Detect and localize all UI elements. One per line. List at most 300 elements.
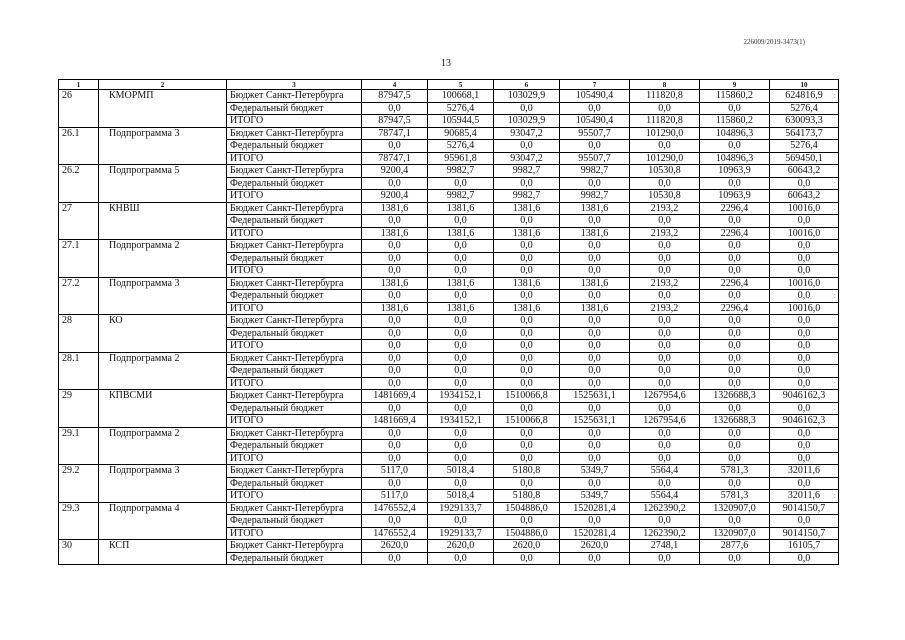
funding-source: Бюджет Санкт-Петербурга (227, 90, 362, 103)
amount-cell: 1504886,0 (494, 502, 560, 515)
funding-source: Федеральный бюджет (227, 477, 362, 490)
row-number: 26 (59, 90, 99, 128)
funding-source: Федеральный бюджет (227, 440, 362, 453)
amount-cell: 0,0 (770, 477, 839, 490)
amount-cell: 9982,7 (494, 165, 560, 178)
amount-cell: 0,0 (560, 402, 630, 415)
amount-cell: 0,0 (770, 402, 839, 415)
amount-cell: 0,0 (428, 315, 494, 328)
amount-cell: 0,0 (560, 102, 630, 115)
amount-cell: 0,0 (362, 515, 428, 528)
amount-cell: 78747,1 (362, 152, 428, 165)
amount-cell: 0,0 (630, 177, 700, 190)
amount-cell: 0,0 (560, 365, 630, 378)
amount-cell: 2296,4 (700, 277, 770, 290)
amount-cell: 1381,6 (362, 302, 428, 315)
amount-cell: 0,0 (630, 315, 700, 328)
amount-cell: 95507,7 (560, 127, 630, 140)
funding-source: Федеральный бюджет (227, 102, 362, 115)
amount-cell: 0,0 (362, 552, 428, 565)
amount-cell: 100668,1 (428, 90, 494, 103)
amount-cell: 0,0 (770, 440, 839, 453)
amount-cell: 0,0 (494, 427, 560, 440)
amount-cell: 103029,9 (494, 90, 560, 103)
column-header: 6 (494, 80, 560, 90)
amount-cell: 0,0 (700, 265, 770, 278)
amount-cell: 0,0 (560, 252, 630, 265)
column-header: 7 (560, 80, 630, 90)
funding-source: Бюджет Санкт-Петербурга (227, 465, 362, 478)
amount-cell: 0,0 (362, 177, 428, 190)
amount-cell: 1525631,1 (560, 390, 630, 403)
amount-cell: 1381,6 (560, 277, 630, 290)
amount-cell: 0,0 (494, 402, 560, 415)
amount-cell: 0,0 (428, 290, 494, 303)
amount-cell: 0,0 (700, 252, 770, 265)
amount-cell: 111820,8 (630, 90, 700, 103)
row-number: 29 (59, 390, 99, 428)
amount-cell: 0,0 (494, 552, 560, 565)
amount-cell: 0,0 (494, 315, 560, 328)
column-header: 4 (362, 80, 428, 90)
amount-cell: 5564,4 (630, 465, 700, 478)
amount-cell: 0,0 (630, 240, 700, 253)
amount-cell: 0,0 (362, 440, 428, 453)
amount-cell: 0,0 (428, 352, 494, 365)
row-number: 28.1 (59, 352, 99, 390)
table-row (59, 277, 839, 290)
amount-cell: 1381,6 (560, 302, 630, 315)
amount-cell: 0,0 (560, 352, 630, 365)
funding-source: ИТОГО (227, 115, 362, 128)
amount-cell: 2193,2 (630, 227, 700, 240)
amount-cell: 0,0 (700, 365, 770, 378)
program-name: КМОРМП (99, 90, 227, 128)
amount-cell: 10016,0 (770, 202, 839, 215)
table-row (59, 127, 839, 140)
table-header-row (59, 80, 839, 90)
funding-source: Бюджет Санкт-Петербурга (227, 502, 362, 515)
amount-cell: 0,0 (770, 215, 839, 228)
amount-cell: 5117,0 (362, 490, 428, 503)
funding-source: Федеральный бюджет (227, 140, 362, 153)
amount-cell: 0,0 (428, 215, 494, 228)
amount-cell: 0,0 (630, 377, 700, 390)
row-number: 26.2 (59, 165, 99, 203)
amount-cell: 0,0 (630, 102, 700, 115)
amount-cell: 0,0 (560, 427, 630, 440)
amount-cell: 0,0 (494, 290, 560, 303)
amount-cell: 2193,2 (630, 202, 700, 215)
amount-cell: 0,0 (428, 552, 494, 565)
amount-cell: 93047,2 (494, 127, 560, 140)
amount-cell: 115860,2 (700, 90, 770, 103)
table-row (59, 352, 839, 365)
amount-cell: 0,0 (362, 265, 428, 278)
funding-source: Федеральный бюджет (227, 365, 362, 378)
amount-cell: 1262390,2 (630, 527, 700, 540)
amount-cell: 0,0 (362, 452, 428, 465)
amount-cell: 0,0 (362, 252, 428, 265)
amount-cell: 5349,7 (560, 490, 630, 503)
amount-cell: 0,0 (560, 290, 630, 303)
amount-cell: 0,0 (770, 365, 839, 378)
funding-source: Бюджет Санкт-Петербурга (227, 202, 362, 215)
amount-cell: 0,0 (770, 427, 839, 440)
amount-cell: 0,0 (630, 265, 700, 278)
row-number: 27 (59, 202, 99, 240)
amount-cell: 0,0 (428, 252, 494, 265)
amount-cell: 0,0 (428, 427, 494, 440)
amount-cell: 0,0 (700, 552, 770, 565)
amount-cell: 0,0 (630, 327, 700, 340)
funding-source: ИТОГО (227, 227, 362, 240)
funding-source: ИТОГО (227, 190, 362, 203)
amount-cell: 60643,2 (770, 190, 839, 203)
amount-cell: 0,0 (700, 440, 770, 453)
budget-table (58, 79, 839, 565)
amount-cell: 0,0 (770, 315, 839, 328)
amount-cell: 5276,4 (428, 140, 494, 153)
amount-cell: 564173,7 (770, 127, 839, 140)
amount-cell: 0,0 (494, 215, 560, 228)
amount-cell: 95961,8 (428, 152, 494, 165)
amount-cell: 1381,6 (494, 202, 560, 215)
amount-cell: 0,0 (494, 327, 560, 340)
amount-cell: 1476552,4 (362, 527, 428, 540)
amount-cell: 0,0 (560, 240, 630, 253)
amount-cell: 0,0 (362, 215, 428, 228)
amount-cell: 10530,8 (630, 165, 700, 178)
table-row (59, 315, 839, 328)
amount-cell: 1504886,0 (494, 527, 560, 540)
amount-cell: 5180,8 (494, 465, 560, 478)
amount-cell: 93047,2 (494, 152, 560, 165)
amount-cell: 5018,4 (428, 490, 494, 503)
table-row (59, 540, 839, 553)
amount-cell: 1381,6 (362, 277, 428, 290)
column-header: 10 (770, 80, 839, 90)
amount-cell: 111820,8 (630, 115, 700, 128)
amount-cell: 0,0 (494, 352, 560, 365)
amount-cell: 0,0 (630, 365, 700, 378)
amount-cell: 1476552,4 (362, 502, 428, 515)
amount-cell: 0,0 (494, 477, 560, 490)
amount-cell: 0,0 (630, 252, 700, 265)
amount-cell: 0,0 (428, 452, 494, 465)
amount-cell: 0,0 (700, 427, 770, 440)
amount-cell: 5349,7 (560, 465, 630, 478)
amount-cell: 0,0 (362, 240, 428, 253)
funding-source: Бюджет Санкт-Петербурга (227, 127, 362, 140)
amount-cell: 2620,0 (560, 540, 630, 553)
amount-cell: 9200,4 (362, 165, 428, 178)
row-number: 27.1 (59, 240, 99, 278)
amount-cell: 0,0 (560, 315, 630, 328)
amount-cell: 0,0 (700, 352, 770, 365)
table-row (59, 390, 839, 403)
amount-cell: 0,0 (560, 265, 630, 278)
amount-cell: 5117,0 (362, 465, 428, 478)
amount-cell: 0,0 (362, 315, 428, 328)
funding-source: Бюджет Санкт-Петербурга (227, 352, 362, 365)
amount-cell: 0,0 (560, 340, 630, 353)
amount-cell: 0,0 (494, 265, 560, 278)
amount-cell: 1520281,4 (560, 527, 630, 540)
amount-cell: 0,0 (700, 327, 770, 340)
amount-cell: 0,0 (494, 515, 560, 528)
row-number: 28 (59, 315, 99, 353)
amount-cell: 0,0 (770, 290, 839, 303)
amount-cell: 2296,4 (700, 302, 770, 315)
amount-cell: 0,0 (428, 265, 494, 278)
amount-cell: 5276,4 (428, 102, 494, 115)
amount-cell: 9982,7 (560, 190, 630, 203)
funding-source: ИТОГО (227, 377, 362, 390)
amount-cell: 104896,3 (700, 152, 770, 165)
amount-cell: 10530,8 (630, 190, 700, 203)
funding-source: ИТОГО (227, 527, 362, 540)
amount-cell: 0,0 (630, 452, 700, 465)
amount-cell: 1320907,0 (700, 527, 770, 540)
amount-cell: 5564,4 (630, 490, 700, 503)
amount-cell: 0,0 (700, 177, 770, 190)
table-row (59, 165, 839, 178)
program-name: КСП (99, 540, 227, 565)
amount-cell: 0,0 (630, 290, 700, 303)
amount-cell: 1381,6 (560, 202, 630, 215)
amount-cell: 103029,9 (494, 115, 560, 128)
row-number: 29.2 (59, 465, 99, 503)
amount-cell: 0,0 (362, 427, 428, 440)
funding-source: Бюджет Санкт-Петербурга (227, 315, 362, 328)
amount-cell: 0,0 (362, 102, 428, 115)
column-header: 2 (99, 80, 227, 90)
funding-source: Бюджет Санкт-Петербурга (227, 277, 362, 290)
amount-cell: 2620,0 (494, 540, 560, 553)
funding-source: Федеральный бюджет (227, 290, 362, 303)
amount-cell: 0,0 (494, 102, 560, 115)
amount-cell: 10016,0 (770, 302, 839, 315)
amount-cell: 2620,0 (428, 540, 494, 553)
funding-source: Федеральный бюджет (227, 402, 362, 415)
amount-cell: 1267954,6 (630, 415, 700, 428)
table-row (59, 240, 839, 253)
amount-cell: 0,0 (770, 252, 839, 265)
amount-cell: 87947,5 (362, 115, 428, 128)
amount-cell: 5781,3 (700, 465, 770, 478)
amount-cell: 0,0 (630, 427, 700, 440)
amount-cell: 0,0 (362, 402, 428, 415)
funding-source: Федеральный бюджет (227, 552, 362, 565)
amount-cell: 0,0 (494, 177, 560, 190)
amount-cell: 5276,4 (770, 102, 839, 115)
table-row (59, 90, 839, 103)
program-name: Подпрограмма 2 (99, 427, 227, 465)
amount-cell: 2296,4 (700, 202, 770, 215)
amount-cell: 0,0 (700, 140, 770, 153)
amount-cell: 1510066,8 (494, 415, 560, 428)
amount-cell: 0,0 (630, 352, 700, 365)
amount-cell: 105490,4 (560, 115, 630, 128)
row-number: 29.3 (59, 502, 99, 540)
amount-cell: 2877,6 (700, 540, 770, 553)
table-row (59, 465, 839, 478)
amount-cell: 0,0 (770, 240, 839, 253)
funding-source: Федеральный бюджет (227, 252, 362, 265)
amount-cell: 0,0 (494, 340, 560, 353)
amount-cell: 105944,5 (428, 115, 494, 128)
amount-cell: 0,0 (560, 327, 630, 340)
amount-cell: 0,0 (770, 552, 839, 565)
amount-cell: 0,0 (560, 140, 630, 153)
program-name: Подпрограмма 4 (99, 502, 227, 540)
amount-cell: 0,0 (630, 552, 700, 565)
amount-cell: 87947,5 (362, 90, 428, 103)
amount-cell: 2193,2 (630, 277, 700, 290)
amount-cell: 0,0 (362, 140, 428, 153)
amount-cell: 0,0 (362, 352, 428, 365)
amount-cell: 0,0 (700, 102, 770, 115)
amount-cell: 0,0 (560, 177, 630, 190)
amount-cell: 1381,6 (494, 302, 560, 315)
amount-cell: 0,0 (362, 377, 428, 390)
amount-cell: 9014150,7 (770, 527, 839, 540)
amount-cell: 0,0 (700, 290, 770, 303)
amount-cell: 5018,4 (428, 465, 494, 478)
amount-cell: 0,0 (630, 215, 700, 228)
amount-cell: 32011,6 (770, 465, 839, 478)
amount-cell: 1381,6 (494, 277, 560, 290)
amount-cell: 0,0 (494, 140, 560, 153)
amount-cell: 1525631,1 (560, 415, 630, 428)
amount-cell: 5276,4 (770, 140, 839, 153)
amount-cell: 1320907,0 (700, 502, 770, 515)
amount-cell: 1381,6 (560, 227, 630, 240)
amount-cell: 101290,0 (630, 127, 700, 140)
row-number: 27.2 (59, 277, 99, 315)
amount-cell: 0,0 (560, 215, 630, 228)
funding-source: ИТОГО (227, 415, 362, 428)
amount-cell: 1381,6 (428, 227, 494, 240)
amount-cell: 9014150,7 (770, 502, 839, 515)
amount-cell: 0,0 (630, 402, 700, 415)
amount-cell: 0,0 (630, 340, 700, 353)
page-number: 13 (441, 58, 451, 69)
amount-cell: 0,0 (700, 452, 770, 465)
amount-cell: 1381,6 (362, 227, 428, 240)
row-number: 26.1 (59, 127, 99, 165)
amount-cell: 0,0 (428, 365, 494, 378)
amount-cell: 1481669,4 (362, 390, 428, 403)
amount-cell: 0,0 (770, 515, 839, 528)
amount-cell: 1520281,4 (560, 502, 630, 515)
amount-cell: 0,0 (494, 377, 560, 390)
amount-cell: 115860,2 (700, 115, 770, 128)
amount-cell: 9046162,3 (770, 390, 839, 403)
row-number: 29.1 (59, 427, 99, 465)
amount-cell: 9046162,3 (770, 415, 839, 428)
amount-cell: 1381,6 (428, 302, 494, 315)
funding-source: ИТОГО (227, 340, 362, 353)
amount-cell: 0,0 (428, 515, 494, 528)
amount-cell: 0,0 (770, 265, 839, 278)
amount-cell: 0,0 (770, 352, 839, 365)
amount-cell: 0,0 (560, 377, 630, 390)
amount-cell: 78747,1 (362, 127, 428, 140)
column-header: 5 (428, 80, 494, 90)
amount-cell: 5180,8 (494, 490, 560, 503)
amount-cell: 0,0 (560, 440, 630, 453)
amount-cell: 1267954,6 (630, 390, 700, 403)
amount-cell: 0,0 (428, 377, 494, 390)
column-header: 9 (700, 80, 770, 90)
amount-cell: 2193,2 (630, 302, 700, 315)
amount-cell: 10016,0 (770, 227, 839, 240)
program-name: Подпрограмма 5 (99, 165, 227, 203)
amount-cell: 1929133,7 (428, 502, 494, 515)
table-row (59, 427, 839, 440)
amount-cell: 0,0 (428, 177, 494, 190)
amount-cell: 569450,1 (770, 152, 839, 165)
amount-cell: 1381,6 (428, 202, 494, 215)
amount-cell: 9982,7 (428, 165, 494, 178)
amount-cell: 0,0 (428, 440, 494, 453)
column-header: 1 (59, 80, 99, 90)
funding-source: Бюджет Санкт-Петербурга (227, 240, 362, 253)
funding-source: Федеральный бюджет (227, 327, 362, 340)
amount-cell: 10963,9 (700, 165, 770, 178)
amount-cell: 0,0 (362, 340, 428, 353)
funding-source: ИТОГО (227, 302, 362, 315)
row-number: 30 (59, 540, 99, 565)
amount-cell: 630093,3 (770, 115, 839, 128)
funding-source: Бюджет Санкт-Петербурга (227, 540, 362, 553)
funding-source: Федеральный бюджет (227, 515, 362, 528)
amount-cell: 10963,9 (700, 190, 770, 203)
amount-cell: 0,0 (700, 215, 770, 228)
amount-cell: 0,0 (494, 440, 560, 453)
amount-cell: 1326688,3 (700, 415, 770, 428)
amount-cell: 0,0 (630, 515, 700, 528)
funding-source: ИТОГО (227, 490, 362, 503)
column-header: 8 (630, 80, 700, 90)
table-row (59, 502, 839, 515)
amount-cell: 0,0 (700, 515, 770, 528)
funding-source: Бюджет Санкт-Петербурга (227, 427, 362, 440)
funding-source: Бюджет Санкт-Петербурга (227, 165, 362, 178)
amount-cell: 2296,4 (700, 227, 770, 240)
table-row (59, 202, 839, 215)
amount-cell: 0,0 (770, 340, 839, 353)
amount-cell: 0,0 (770, 452, 839, 465)
amount-cell: 5781,3 (700, 490, 770, 503)
amount-cell: 0,0 (700, 315, 770, 328)
amount-cell: 0,0 (494, 452, 560, 465)
amount-cell: 9200,4 (362, 190, 428, 203)
amount-cell: 1381,6 (494, 227, 560, 240)
funding-source: ИТОГО (227, 452, 362, 465)
amount-cell: 9982,7 (428, 190, 494, 203)
amount-cell: 1381,6 (362, 202, 428, 215)
amount-cell: 101290,0 (630, 152, 700, 165)
amount-cell: 0,0 (560, 452, 630, 465)
amount-cell: 1934152,1 (428, 390, 494, 403)
amount-cell: 9982,7 (494, 190, 560, 203)
amount-cell: 105490,4 (560, 90, 630, 103)
amount-cell: 0,0 (428, 240, 494, 253)
amount-cell: 0,0 (630, 440, 700, 453)
